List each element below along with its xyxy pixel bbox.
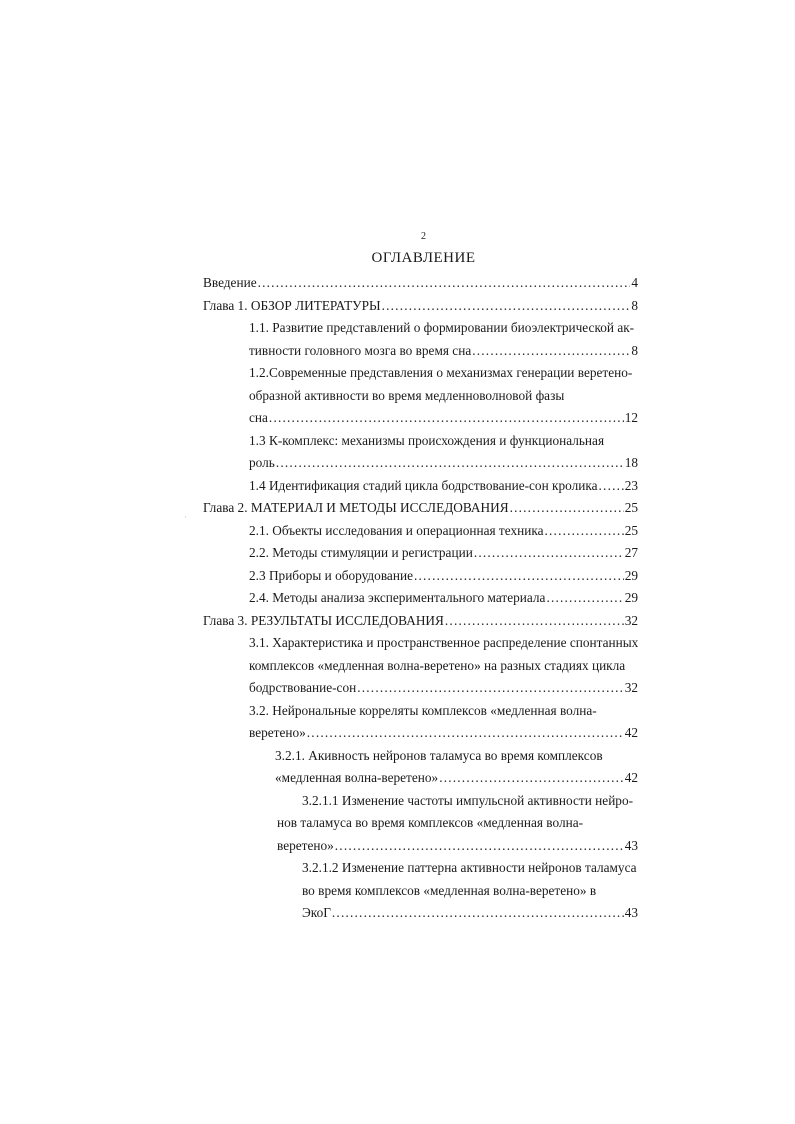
toc-entry-title: 1.4 Идентификация стадий цикла бодрствование-сон кролика [249,477,598,493]
toc-leader-dots [510,497,624,520]
toc-page-number: 29 [624,590,638,605]
toc-entry-title: роль [249,455,275,470]
toc-entry-line: 1.1. Развитие представлений о формировании биоэлектрической ак- [249,320,635,335]
toc-entry-title: Введение [203,275,257,290]
toc-page-number: 32 [624,680,638,695]
toc-entry-line: нов таламуса во время комплексов «медленная волна- [277,815,584,830]
toc-page-number: 27 [624,545,638,560]
toc-entry-1-1 [249,317,638,362]
toc-leader-dots [599,475,624,498]
toc-entry-3-2-1-1 [277,790,638,858]
toc-leader-dots [357,677,623,700]
toc-entry-title: веретено» [249,725,306,740]
toc-leader-dots [472,340,630,363]
toc-entry-2-3 [249,565,638,588]
toc-leader-dots [382,295,631,318]
toc-page-number: 43 [624,837,638,853]
toc-entry-title: Глава 1. ОБЗОР ЛИТЕРАТУРЫ [203,297,381,313]
toc-page-number: 32 [624,612,638,628]
toc-page-number: 29 [624,567,638,583]
toc-entry-title: Глава 2. МАТЕРИАЛ И МЕТОДЫ ИССЛЕДОВАНИЯ [203,500,509,515]
toc-entry-3-2-1 [275,745,638,790]
toc-entry-title: 2.1. Объекты исследования и операционная техника [249,522,544,538]
toc-page-number: 18 [624,455,638,470]
toc-entry-3-2 [249,700,638,745]
toc-entry-line: 1.2.Современные представления о механизмах генерации веретено- [249,365,633,380]
page-number: 2 [421,231,426,242]
toc-entry-title: веретено» [277,837,334,853]
toc-entry-line: 3.1. Характеристика и пространственное распределение спонтанных [249,635,639,650]
toc-entry-1-2 [249,362,638,430]
toc-page-number: 25 [624,500,638,515]
toc-entry-title: 2.3 Приборы и оборудование [249,567,413,583]
toc-title: ОГЛАВЛЕНИЕ [371,250,476,266]
toc-entry-3-2-1-2 [302,857,638,925]
toc-page-number: 12 [624,410,638,425]
toc-leader-dots [474,542,624,565]
toc-page-number: 42 [624,770,638,785]
toc-entry-title: 2.2. Методы стимуляции и регистрации [249,545,473,560]
toc-page-number: 8 [631,342,638,358]
toc-page-number: 8 [631,297,638,313]
toc-entry-line: комплексов «медленная волна-веретено» на разных стадиях цикла [249,657,626,673]
toc-leader-dots [546,587,623,610]
toc-entry-line: 3.2.1.2 Изменение паттерна активности нейронов таламуса [302,860,637,875]
toc-entry-title: ЭкоГ [302,905,331,920]
toc-entry-title: «медленная волна-веретено» [275,770,439,785]
toc-entry-introduction [203,272,638,295]
toc-leader-dots [276,452,624,475]
toc-page-number: 23 [624,477,638,493]
toc-leader-dots [307,722,624,745]
toc-entry-1-4 [249,475,638,498]
toc-entry-3-1 [249,632,638,700]
toc-entry-line: во время комплексов «медленная волна-веретено» в [302,882,597,898]
toc-entry-title: 2.4. Методы анализа экспериментального материала [249,590,546,605]
toc-page-number: 25 [624,522,638,538]
toc-entry-line: 3.2.1.1 Изменение частоты импульсной активности нейро- [302,792,634,808]
toc-leader-dots [439,767,624,790]
toc-entry-chapter-1 [203,295,638,318]
toc-entry-line: 1.3 К-комплекс: механизмы происхождения и функциональная [249,432,605,448]
toc-entry-2-4 [249,587,638,610]
toc-entry-title: Глава 3. РЕЗУЛЬТАТЫ ИССЛЕДОВАНИЯ [203,612,444,628]
toc-entry-1-3 [249,430,638,475]
toc-entry-chapter-2 [203,497,638,520]
toc-leader-dots [545,520,624,543]
toc-leader-dots [414,565,624,588]
toc-entry-line: 3.2.1. Акивность нейронов таламуса во время комплексов [275,747,603,763]
toc-leader-dots [269,407,624,430]
toc-page-number: 4 [631,275,638,290]
toc-leader-dots [332,902,624,925]
toc-entry-title: тивности головного мозга во время сна [249,342,472,358]
toc-entry-line: образной активности во время медленноволновой фазы [249,387,565,403]
scan-artifact: · [184,512,187,522]
toc-entry-line: 3.2. Нейрональные корреляты комплексов «медленная волна- [249,702,597,718]
toc-page-number: 42 [624,725,638,740]
toc-entry-2-2 [249,542,638,565]
toc-entry-chapter-3 [203,610,638,633]
toc-entry-title: бодрствование-сон [249,680,357,695]
toc-leader-dots [445,610,624,633]
toc-entry-2-1 [249,520,638,543]
toc-page-number: 43 [624,905,638,920]
toc-leader-dots [335,835,624,858]
toc-leader-dots [258,272,631,295]
toc-entry-title: сна [249,410,268,425]
